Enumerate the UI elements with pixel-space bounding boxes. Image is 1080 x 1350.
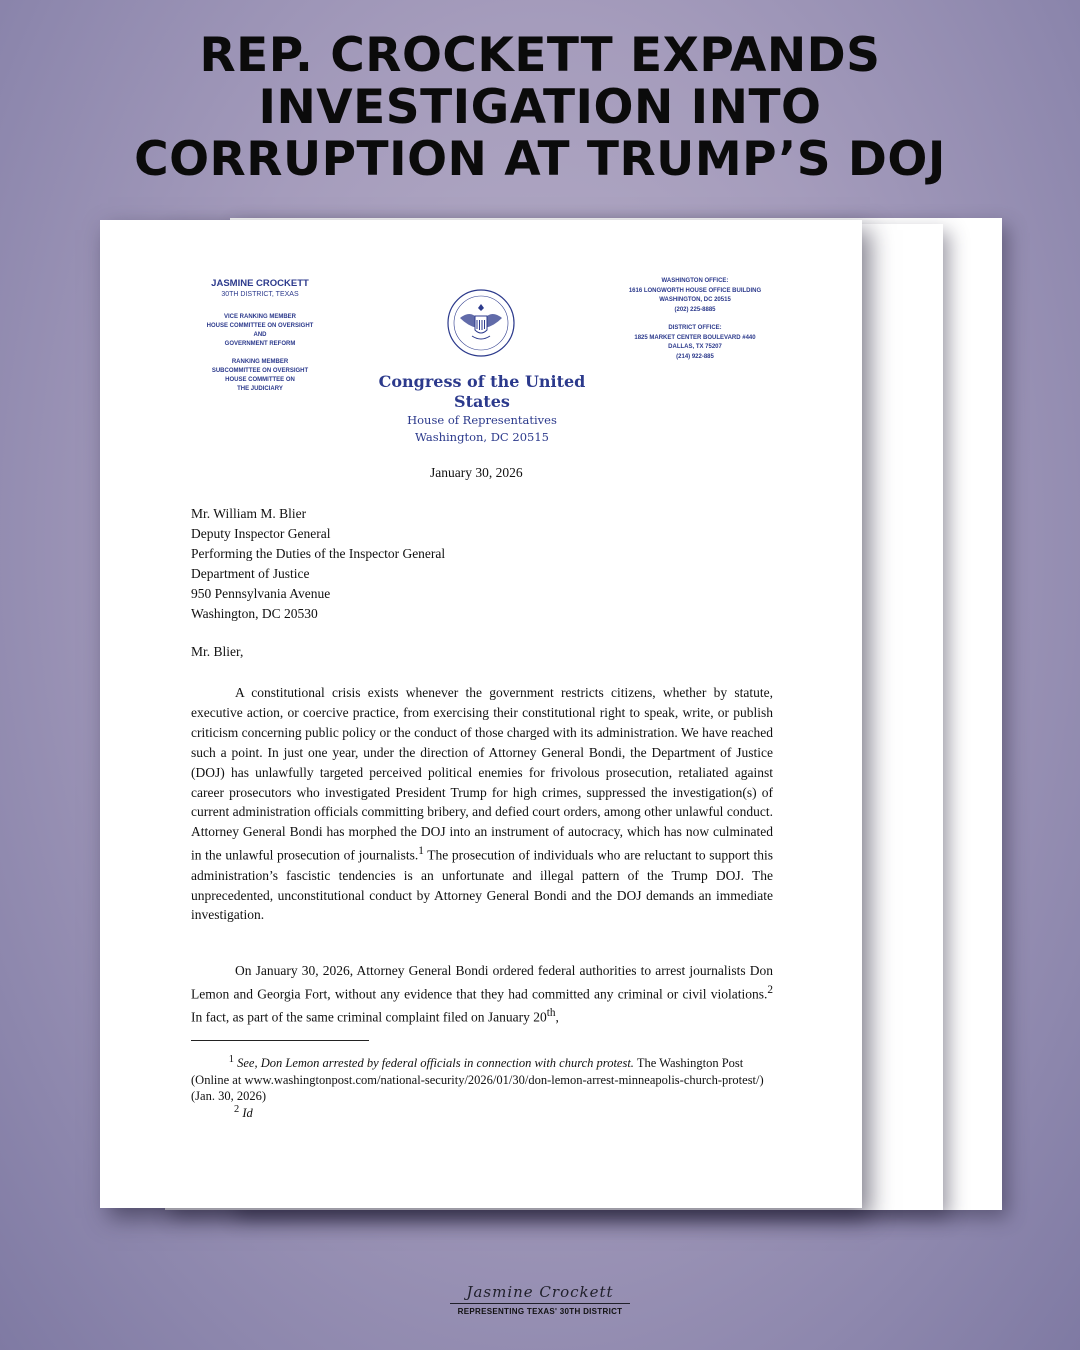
paragraph-2-text-cont: In fact, as part of the same criminal complaint filed on January 20 (191, 1009, 547, 1025)
headline-line-2: INVESTIGATION INTO (258, 80, 822, 135)
paragraph-2 (191, 961, 773, 1028)
congress-header (350, 372, 614, 446)
footnote-2-text: Id (242, 1106, 253, 1121)
headline-line-1: REP. CROCKETT EXPANDS (199, 28, 881, 83)
signature-script: Jasmine Crockett (466, 1283, 614, 1301)
member-name: JASMINE CROCKETT (211, 278, 309, 289)
headline (0, 30, 1080, 186)
washington-office-label: WASHINGTON OFFICE: (661, 278, 729, 284)
letterhead-left (200, 278, 320, 403)
salutation: Mr. Blier, (191, 644, 244, 659)
role-1-line: VICE RANKING MEMBER (223, 314, 296, 320)
congress-title: Congress of the United States (378, 372, 586, 411)
footnote-divider (191, 1040, 369, 1041)
paragraph-1-text: A constitutional crisis exists whenever the government restricts citizens, whether by statute, executive action, or coercive practice, from exercising their constitutional right to speak, write, or publish criticism concerning public policy or the conduct of those charged with its administration. We have reached such a point. In just one year, under the direction of Attorney General Bondi, the Department of Justice (DOJ) has unlawfully targeted perceived political enemies for frivolous prosecution, retaliated against career prosecutors who investigated President Trump for high crimes, suppressed the investigation(s) of current administration officials committing bribery, and defied court orders, among other unlawful conduct. Attorney General Bondi has morphed the DOJ into an instrument of autocracy, which has now culminated in the unlawful prosecution of journalists. (191, 685, 773, 863)
signature-line (450, 1303, 630, 1304)
headline-line-3: CORRUPTION AT TRUMP’S DOJ (134, 132, 946, 187)
footnote-1 (191, 1052, 773, 1105)
house-seal-icon (446, 288, 516, 358)
address-line: Washington, DC 20530 (191, 606, 318, 621)
footnote-2 (234, 1102, 253, 1122)
footnote-2-number: 2 (234, 1104, 240, 1115)
footnote-1-number: 1 (228, 1054, 234, 1065)
address-line: Mr. William M. Blier (191, 506, 307, 521)
address-line: Deputy Inspector General (191, 526, 331, 541)
footer-signature (440, 1283, 640, 1316)
ordinal-suffix: th (546, 1007, 556, 1020)
letter-page (100, 220, 862, 1208)
address-line: Performing the Duties of the Inspector General (191, 546, 446, 561)
role-2-line: HOUSE COMMITTEE ON (225, 377, 295, 383)
letter-date: January 30, 2026 (430, 465, 523, 480)
role-2-line: SUBCOMMITTEE ON OVERSIGHT (211, 368, 309, 374)
role-1-line: GOVERNMENT REFORM (224, 341, 296, 347)
washington-office-line: 1616 LONGWORTH HOUSE OFFICE BUILDING (628, 287, 762, 294)
paragraph-1 (191, 683, 773, 925)
member-district: 30TH DISTRICT, TEXAS (221, 291, 299, 298)
address-line: Department of Justice (191, 566, 310, 581)
district-office-line: DALLAS, TX 75207 (668, 344, 722, 350)
footnote-1-title: See, Don Lemon arrested by federal officials in connection with church protest. (237, 1056, 634, 1071)
district-office-phone: (214) 922-885 (676, 353, 714, 360)
role-2-line: RANKING MEMBER (231, 359, 289, 365)
paragraph-1-text-cont: The prosecution of individuals who are reluctant to support this administration’s fascistic tendencies is an unfortunate and illegal pattern of the Trump DOJ. The unprecedented, unconstitutional conduct by Attorney General Bondi and the DOJ demands an immediate investigation. (191, 847, 773, 923)
role-2 (200, 358, 320, 394)
footnote-ref-2: 2 (767, 983, 773, 996)
district-office-label: DISTRICT OFFICE: (668, 325, 722, 331)
letterhead-right (625, 277, 765, 362)
role-1 (200, 313, 320, 349)
role-1-line: HOUSE COMMITTEE ON OVERSIGHT AND (206, 323, 314, 338)
role-2-line: THE JUDICIARY (237, 386, 283, 392)
district-office-line: 1825 MARKET CENTER BOULEVARD #440 (634, 334, 756, 341)
washington-office-line: WASHINGTON, DC 20515 (659, 297, 731, 303)
footnote-ref-1: 1 (418, 845, 424, 858)
washington-office-phone: (202) 225-8885 (674, 306, 716, 313)
recipient-address (191, 504, 445, 624)
paragraph-2-comma: , (555, 1009, 559, 1025)
house-title: House of Representatives (407, 413, 557, 427)
address-line: 950 Pennsylvania Avenue (191, 586, 331, 601)
city-line: Washington, DC 20515 (415, 430, 549, 444)
paragraph-2-text: On January 30, 2026, Attorney General Bondi ordered federal authorities to arrest journalists Don Lemon and Georgia Fort, without any evidence that they had committed any criminal or civil violations. (191, 963, 773, 1002)
footnote-1-source: The Washington Post (Online at www.washingtonpost.com/national-security/2026/01/30/don-lemon-arrest-minneapolis-church-protest/) (Jan. 30, 2026) (191, 1056, 764, 1104)
district-tagline: REPRESENTING TEXAS' 30TH DISTRICT (457, 1307, 623, 1316)
